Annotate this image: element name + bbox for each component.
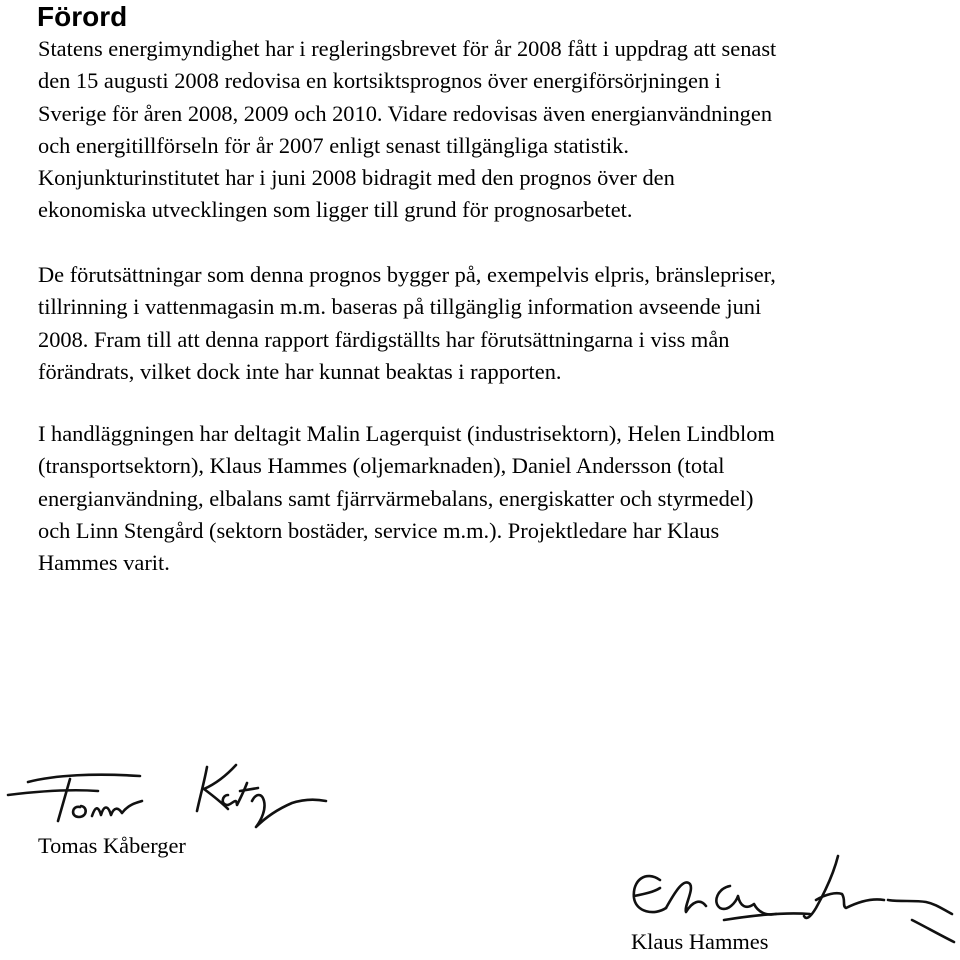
paragraph-line: Hammes varit. — [38, 550, 170, 576]
paragraph-1 — [38, 33, 953, 227]
paragraph-3 — [38, 418, 953, 579]
paragraph-line: och Linn Stengård (sektorn bostäder, service m.m.). Projektledare har Klaus — [38, 517, 720, 543]
paragraph-line: I handläggningen har deltagit Malin Lagerquist (industrisektorn), Helen Lindblom — [38, 421, 775, 446]
paragraph-line: Konjunkturinstitutet har i juni 2008 bidragit med den prognos över den — [38, 165, 675, 191]
paragraph-line: ekonomiska utvecklingen som ligger till grund för prognosarbetet. — [38, 197, 633, 223]
paragraph-line: tillrinning i vattenmagasin m.m. baseras på tillgänglig information avseende juni — [38, 294, 762, 320]
paragraph-line: Sverige för åren 2008, 2009 och 2010. Vidare redovisas även energianvändningen — [38, 100, 773, 126]
paragraph-line: och energitillförseln för år 2007 enligt senast tillgängliga statistik. — [38, 132, 629, 158]
paragraph-2 — [38, 259, 953, 388]
paragraph-line: (transportsektorn), Klaus Hammes (oljemarknaden), Daniel Andersson (total — [38, 453, 725, 479]
signatory-name: Klaus Hammes — [631, 929, 769, 954]
signatory-name: Tomas Kåberger — [38, 833, 186, 858]
paragraph-line: den 15 augusti 2008 redovisa en kortsiktsprognos över energiförsörjningen i — [38, 68, 722, 94]
paragraph-line: De förutsättningar som denna prognos bygger på, exempelvis elpris, bränslepriser, — [38, 262, 776, 287]
paragraph-line: förändrats, vilket dock inte har kunnat beaktas i rapporten. — [38, 358, 562, 384]
page-title: Förord — [37, 1, 128, 32]
paragraph-line: energianvändning, elbalans samt fjärrvärmebalans, energiskatter och styrmedel) — [38, 485, 754, 511]
paragraph-line: Statens energimyndighet har i regleringsbrevet för år 2008 fått i uppdrag att senast — [38, 36, 777, 61]
paragraph-line: 2008. Fram till att denna rapport färdigställts har förutsättningarna i viss mån — [38, 326, 730, 352]
signature-tomas-kaberger — [0, 755, 340, 830]
